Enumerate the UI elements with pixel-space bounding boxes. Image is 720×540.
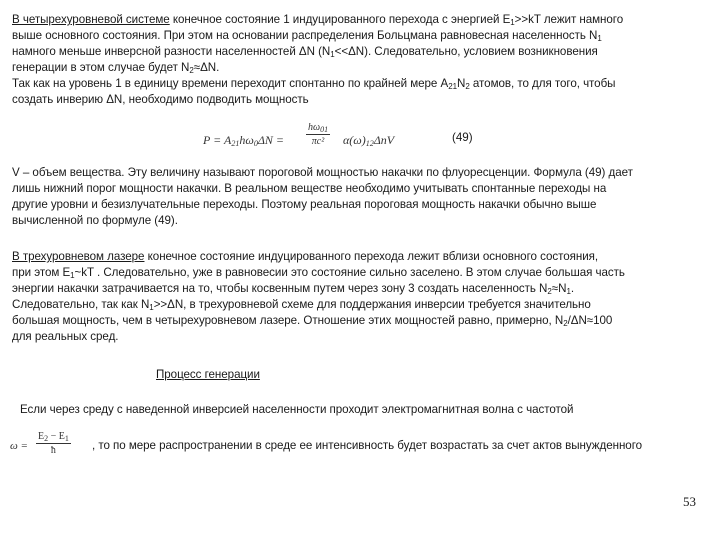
p3-line3: энергии накачки затрачивается на то, чтобы косвенным путем через зону 3 создать населенность $N_2\approx N_1$. — [12, 282, 575, 296]
p1-line2: выше основного состояния. При этом на основании распределения Больцмана равновесная населенность $N_1$ — [12, 29, 602, 43]
p4-line1: Если через среду с наведенной инверсией населенности проходит электромагнитная волна с частотой — [20, 403, 574, 416]
p1-line5: Так как на уровень 1 в единицу времени переходит спонтанно по крайней мере $A_{21}N_2$ атомов, то для того, чтобы — [12, 77, 616, 91]
p2-line3: другие уровни и безизлучательные переходы. Поэтому реальная пороговая мощность накачки обычно выше — [12, 198, 597, 211]
page-number: 53 — [683, 494, 696, 509]
section-title: Процесс генерации — [156, 368, 260, 381]
p3-line1: В трехуровневом лазере конечное состояние индуцированного перехода лежит вблизи основного состояния, — [12, 250, 599, 263]
p3-line6: для реальных сред. — [12, 330, 119, 343]
formula-fraction: $\frac{h\omega_{01}}{\text{πc²}}$ — [308, 122, 329, 147]
p2-line1: V – объем вещества. Эту величину называют пороговой мощностью накачки по флуоресценции. Формула (49) дает — [12, 166, 633, 179]
omega-fraction: $\frac{E_2 - E_1}{ħ}$ — [38, 431, 69, 456]
p3-underlined-term: В трехуровневом лазере — [12, 250, 145, 263]
p1-line6: создать инверию ΔN, необходимо подводить мощность — [12, 93, 309, 106]
p2-line2: лишь нижний порог мощности накачки. В реальном веществе необходимо учитывать спонтанные переходы на — [12, 182, 607, 195]
p2-line4: вычисленной по формуле (49). — [12, 214, 178, 227]
p1-line3: намного меньше инверсной разности населенностей ΔN $(N_1<<\Delta N)$. Следовательно, условием возникновения — [12, 45, 598, 59]
p3-line4: Следовательно, так как $N_1>>\Delta N$, в трехуровневой схеме для поддержания инверсии требуется значительно — [12, 298, 591, 312]
p1-underlined-term: В четырехуровневой системе — [12, 13, 170, 26]
p3-line2: при этом $E_1\sim kT$ . Следовательно, уже в равновесии это состояние сильно заселено. В этом случае большая часть — [12, 266, 625, 280]
p4-line2: , то по мере распространении в среде ее интенсивность будет возрастать за счет актов вынужденного — [92, 439, 643, 452]
p1-line4: генерации в этом случае будет $N_2\approx\Delta N$. — [12, 61, 220, 75]
p1-line1: В четырехуровневой системе конечное состояние 1 индуцированного перехода с энергией $E_1>>kT$ лежит намного — [12, 13, 624, 27]
formula-tail: $\alpha(\omega)_{12}\Delta nV$ — [343, 133, 395, 148]
formula-49 — [203, 121, 463, 161]
equation-number: (49) — [452, 131, 473, 144]
p3-line5: большая мощность, чем в четырехуровневом лазере. Отношение этих мощностей равно, примерно, $N_2/\Delta N\approx 100$ — [12, 314, 613, 328]
formula-lhs: $P = A_{21}h\omega_0\Delta N$ = — [203, 133, 284, 148]
omega-formula: ω = $\frac{E_2 - E_1}{ħ}$ — [10, 431, 69, 456]
